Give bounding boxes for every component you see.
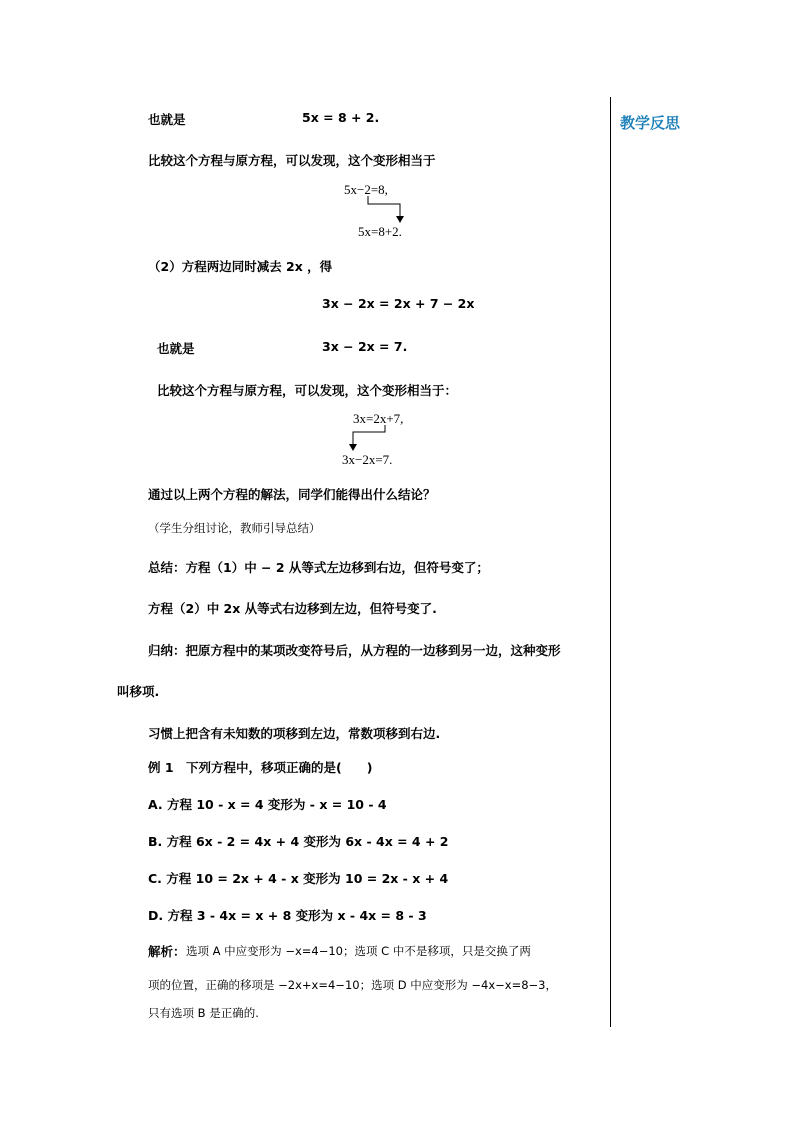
analysis-line-3: 只有选项 B 是正确的. (148, 1006, 259, 1020)
summary-line-2: 方程（2）中 2x 从等式右边移到左边，但符号变了. (148, 601, 437, 616)
line-also-2: 也就是 (157, 341, 195, 356)
diagram1-bottom: 5x=8+2. (358, 224, 402, 239)
summary-line-1: 总结：方程（1）中 − 2 从等式左边移到右边，但符号变了； (148, 560, 489, 575)
equation-3x-a: 3x − 2x = 2x + 7 − 2x (322, 296, 475, 311)
line-also-1: 也就是 (148, 112, 186, 127)
diagram2-bottom: 3x−2x=7. (342, 452, 393, 467)
analysis-label: 解析： (148, 944, 186, 959)
discussion-note: （学生分组讨论，教师引导总结） (148, 521, 321, 535)
induction-line-2: 叫移项. (117, 684, 160, 699)
option-a: A. 方程 10 - x = 4 变形为 - x = 10 - 4 (148, 797, 387, 812)
diagram2-top: 3x=2x+7, (353, 411, 404, 426)
habit-line: 习惯上把含有未知数的项移到左边，常数项移到右边. (148, 726, 441, 741)
compare-line-2: 比较这个方程与原方程，可以发现，这个变形相当于： (157, 383, 458, 398)
analysis-line-2: 项的位置，正确的移项是 −2x+x=4−10；选项 D 中应变形为 −4x−x=8−3， (148, 978, 557, 992)
equation-5x: 5x = 8 + 2. (302, 110, 380, 125)
equation-3x-b: 3x − 2x = 7. (322, 339, 408, 354)
option-b: B. 方程 6x - 2 = 4x + 4 变形为 6x - 4x = 4 + 2 (148, 834, 449, 849)
example-1-title: 例 1 下列方程中，移项正确的是( ) (148, 760, 373, 775)
analysis-line-1: 选项 A 中应变形为 −x=4−10；选项 C 中不是移项，只是交换了两 (186, 944, 531, 958)
diagram1-top: 5x−2=8, (344, 182, 388, 197)
option-d: D. 方程 3 - 4x = x + 8 变形为 x - 4x = 8 - 3 (148, 908, 427, 923)
compare-line-1: 比较这个方程与原方程，可以发现，这个变形相当于 (148, 153, 436, 168)
step-2-line: （2）方程两边同时减去 2x ，得 (148, 259, 333, 274)
side-heading: 教学反思 (620, 114, 681, 132)
option-c: C. 方程 10 = 2x + 4 - x 变形为 10 = 2x - x + 4 (148, 871, 449, 886)
conclusion-question: 通过以上两个方程的解法，同学们能得出什么结论？ (148, 487, 436, 502)
induction-line-1: 归纳：把原方程中的某项改变符号后，从方程的一边移到另一边，这种变形 (148, 643, 561, 658)
